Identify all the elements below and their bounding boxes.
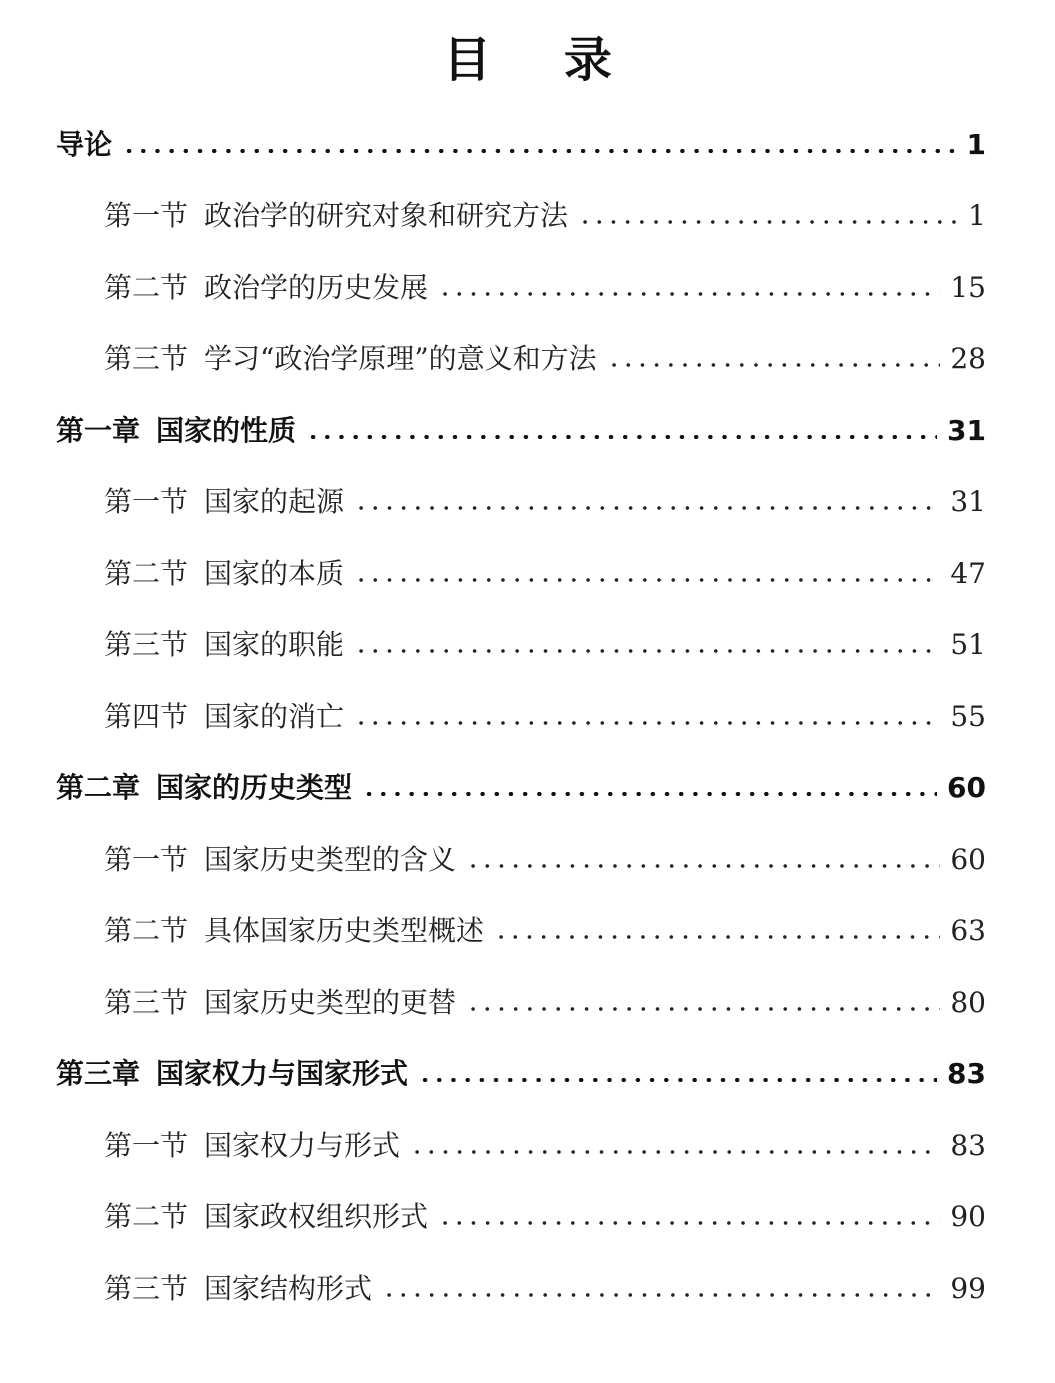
toc-entry-number: 第二节	[104, 914, 189, 947]
toc-entry-section[interactable]	[104, 835, 986, 885]
toc-entry-section[interactable]	[104, 978, 986, 1028]
toc-entry-label: 国家历史类型的含义	[204, 843, 457, 876]
toc-entry-page: 90	[950, 1200, 986, 1233]
toc-entry-label: 国家结构形式	[204, 1272, 373, 1305]
toc-entry-page: 1	[966, 128, 986, 161]
toc-entry-label: 学习“政治学原理”的意义和方法	[204, 342, 597, 375]
toc-entry-label: 国家政权组织形式	[204, 1200, 429, 1233]
toc-entry-page: 51	[950, 628, 986, 661]
toc-entry-number: 第三节	[104, 1272, 189, 1305]
dot-leader	[354, 506, 940, 510]
dot-leader	[578, 220, 958, 224]
toc-entry-page: 47	[950, 557, 986, 590]
toc-entry-page: 31	[950, 485, 986, 518]
toc-entry-number: 第一节	[104, 199, 189, 232]
toc-entry-number: 第三章	[56, 1057, 141, 1090]
toc-entry-section[interactable]	[104, 334, 986, 384]
toc-entry-page: 31	[947, 414, 986, 447]
toc-entry-number: 第一章	[56, 414, 141, 447]
toc-entry-label: 国家的起源	[204, 485, 345, 518]
toc-entry-label: 政治学的研究对象和研究方法	[204, 199, 569, 232]
dot-leader	[466, 1007, 940, 1011]
toc-entry-number: 第二节	[104, 557, 189, 590]
dot-leader	[438, 1221, 940, 1225]
dot-leader	[466, 864, 940, 868]
toc-entry-page: 60	[950, 843, 986, 876]
toc-entry-section[interactable]	[104, 1192, 986, 1242]
toc-entry-section[interactable]	[104, 263, 986, 313]
toc-entry-label: 国家权力与形式	[204, 1129, 401, 1162]
toc-entry-section[interactable]	[104, 191, 986, 241]
dot-leader	[354, 721, 940, 725]
toc-entry-label: 国家历史类型的更替	[204, 986, 457, 1019]
toc-entry-chapter[interactable]	[56, 1049, 986, 1099]
toc-entry-section[interactable]	[104, 1264, 986, 1314]
dot-leader	[410, 1150, 940, 1154]
toc-entry-number: 第二章	[56, 771, 141, 804]
toc-entry-number: 第二节	[104, 271, 189, 304]
toc-entry-section[interactable]	[104, 692, 986, 742]
toc-entry-number: 第二节	[104, 1200, 189, 1233]
dot-leader	[122, 149, 957, 154]
toc-entry-label: 国家权力与国家形式	[156, 1057, 409, 1090]
toc-entry-number: 第三节	[104, 342, 189, 375]
toc-entry-label: 国家的本质	[204, 557, 345, 590]
dot-leader	[306, 435, 937, 440]
toc-entry-label: 国家的历史类型	[156, 771, 353, 804]
toc-entry-page: 1	[968, 199, 986, 232]
toc-entry-label: 国家的职能	[204, 628, 345, 661]
toc-entry-section[interactable]	[104, 620, 986, 670]
toc-entry-number: 第一节	[104, 1129, 189, 1162]
dot-leader	[362, 792, 937, 797]
toc-entry-label: 具体国家历史类型概述	[204, 914, 485, 947]
toc-entry-label: 国家的性质	[156, 414, 297, 447]
toc-entry-page: 80	[950, 986, 986, 1019]
toc-entry-section[interactable]	[104, 549, 986, 599]
toc-entry-section[interactable]	[104, 1121, 986, 1171]
toc-entry-section[interactable]	[104, 906, 986, 956]
dot-leader	[418, 1078, 937, 1083]
toc-entry-introduction[interactable]	[56, 120, 986, 170]
toc-entry-chapter[interactable]	[56, 406, 986, 456]
toc-entry-page: 63	[950, 914, 986, 947]
dot-leader	[354, 578, 940, 582]
toc-entry-number: 第一节	[104, 843, 189, 876]
toc-entry-page: 83	[950, 1129, 986, 1162]
toc-entry-page: 60	[947, 771, 986, 804]
dot-leader	[607, 363, 941, 367]
dot-leader	[438, 292, 940, 296]
toc-entry-page: 83	[947, 1057, 986, 1090]
toc-entry-page: 15	[950, 271, 986, 304]
toc-entry-chapter[interactable]	[56, 763, 986, 813]
toc-entry-number: 第三节	[104, 986, 189, 1019]
dot-leader	[354, 649, 940, 653]
toc-entry-label: 国家的消亡	[204, 700, 345, 733]
toc-entry-label: 政治学的历史发展	[204, 271, 429, 304]
toc-entry-label: 导论	[56, 128, 113, 161]
toc-entry-number: 第三节	[104, 628, 189, 661]
toc-entry-number: 第一节	[104, 485, 189, 518]
toc-entry-page: 55	[950, 700, 986, 733]
dot-leader	[382, 1293, 940, 1297]
toc-entry-page: 28	[950, 342, 986, 375]
toc-entry-section[interactable]	[104, 477, 986, 527]
toc-entry-page: 99	[950, 1272, 986, 1305]
dot-leader	[494, 935, 940, 939]
toc-entry-number: 第四节	[104, 700, 189, 733]
page-title: 目 录	[443, 32, 640, 88]
